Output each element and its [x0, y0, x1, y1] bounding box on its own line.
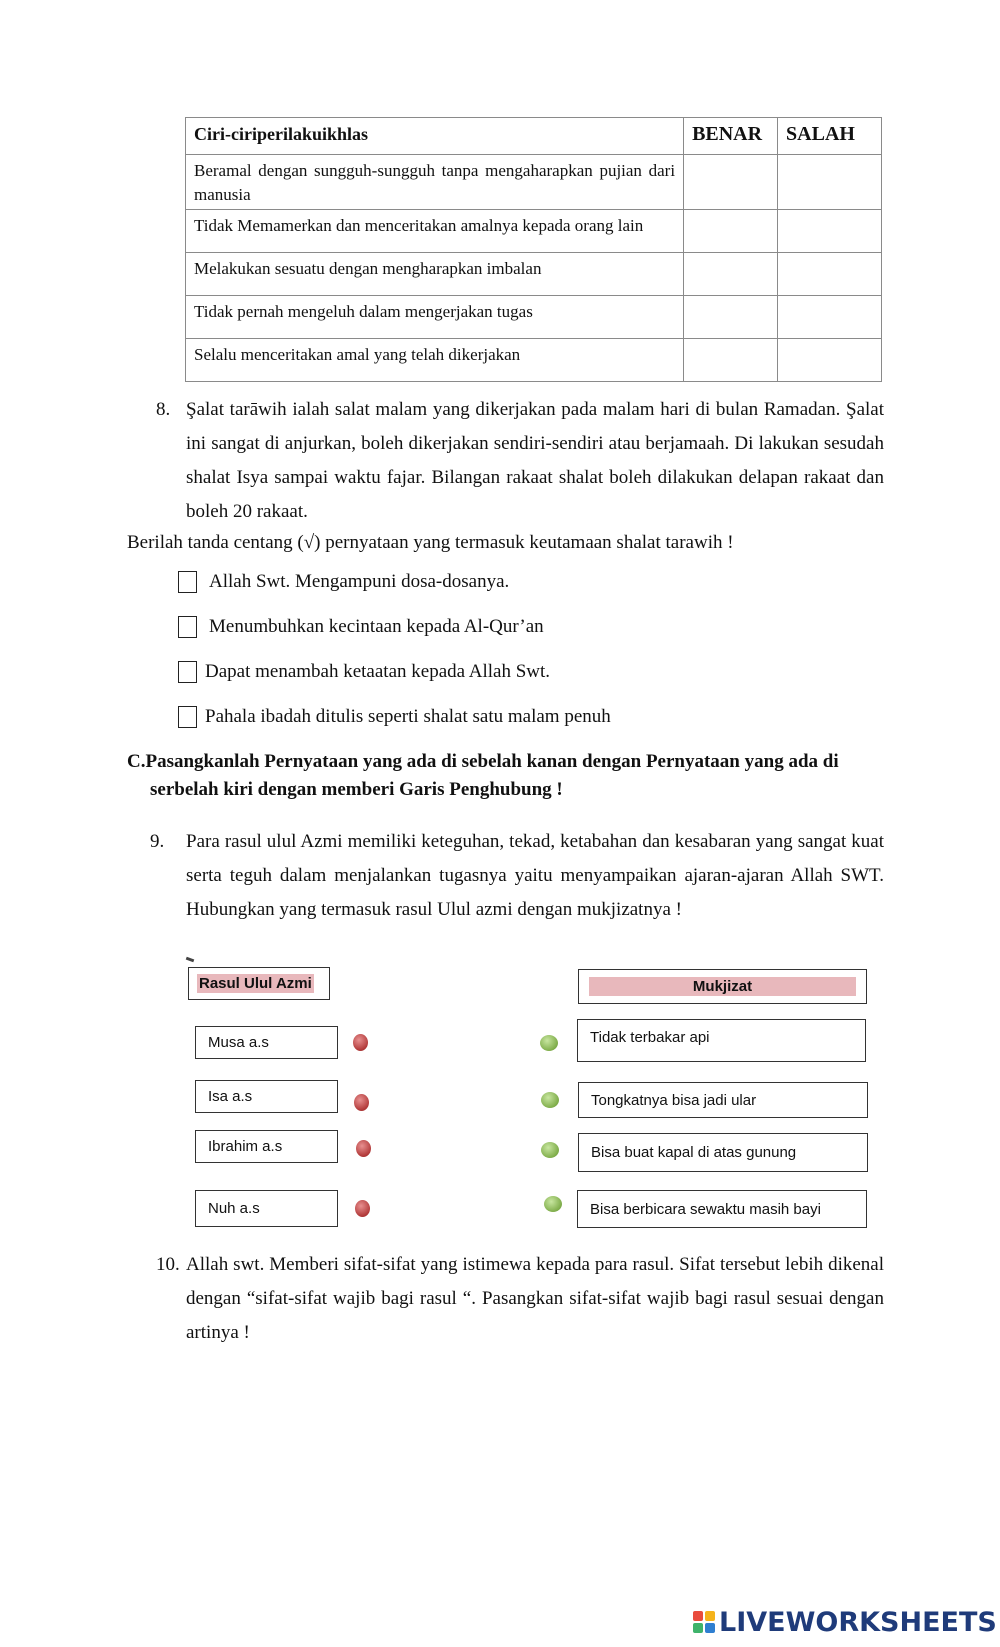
right-option: Tidak terbakar api — [577, 1019, 866, 1062]
logo-icon — [693, 1611, 715, 1633]
right-connector-dot[interactable] — [541, 1142, 559, 1158]
checklist-item — [178, 661, 550, 683]
question-text: Para rasul ulul Azmi memiliki keteguhan, tekad, ketabahan dan kesabaran yang sangat kuat serta teguh dalam menjalankan tugasnya yaitu menyampaikan ajaran-ajaran Allah SWT. Hubungkan yang termasuk rasul Ulul azmi dengan mukjizatnya ! — [186, 831, 884, 920]
left-connector-dot[interactable] — [354, 1094, 369, 1111]
checklist-item — [178, 571, 509, 593]
checklist-label: Dapat menambah ketaatan kepada Allah Swt. — [205, 661, 551, 682]
question-10 — [156, 1248, 884, 1350]
benar-cell[interactable] — [684, 296, 778, 339]
question-9 — [150, 825, 884, 927]
checklist-item — [178, 706, 611, 728]
logo-square — [705, 1623, 715, 1633]
right-connector-dot[interactable] — [540, 1035, 558, 1051]
left-option: Isa a.s — [195, 1080, 338, 1113]
header-salah: SALAH — [778, 118, 882, 155]
section-c-heading — [127, 748, 884, 804]
statement-cell: Beramal dengan sungguh-sungguh tanpa mengaharapkan pujian dari manusia — [186, 155, 684, 210]
right-connector-dot[interactable] — [541, 1092, 559, 1108]
checkbox[interactable] — [178, 661, 197, 683]
right-column-header — [578, 969, 867, 1004]
stray-mark — [186, 957, 195, 963]
table-header-row — [186, 118, 882, 155]
header-benar: BENAR — [684, 118, 778, 155]
question-number: 10. — [156, 1254, 180, 1275]
question-number: 8. — [156, 399, 171, 420]
left-option: Nuh a.s — [195, 1190, 338, 1227]
right-option: Bisa berbicara sewaktu masih bayi — [577, 1190, 867, 1228]
left-column-header — [188, 967, 330, 1000]
logo-square — [693, 1611, 703, 1621]
benar-cell[interactable] — [684, 339, 778, 382]
table-row — [186, 296, 882, 339]
right-option: Tongkatnya bisa jadi ular — [578, 1082, 868, 1118]
checkbox[interactable] — [178, 616, 197, 638]
statement-cell: Selalu menceritakan amal yang telah dikerjakan — [186, 339, 684, 382]
benar-cell[interactable] — [684, 210, 778, 253]
right-option: Bisa buat kapal di atas gunung — [578, 1133, 868, 1172]
salah-cell[interactable] — [778, 253, 882, 296]
statement-cell: Melakukan sesuatu dengan mengharapkan imbalan — [186, 253, 684, 296]
salah-cell[interactable] — [778, 155, 882, 210]
table-row — [186, 210, 882, 253]
salah-cell[interactable] — [778, 339, 882, 382]
question-8 — [156, 393, 884, 529]
table-row — [186, 253, 882, 296]
checkbox[interactable] — [178, 706, 197, 728]
header-statement: Ciri-ciriperilakuikhlas — [186, 118, 684, 155]
salah-cell[interactable] — [778, 296, 882, 339]
question-number: 9. — [150, 831, 165, 852]
checklist-label: Pahala ibadah ditulis seperti shalat satu malam penuh — [205, 706, 611, 727]
benar-cell[interactable] — [684, 253, 778, 296]
statement-cell: Tidak pernah mengeluh dalam mengerjakan tugas — [186, 296, 684, 339]
checklist-item — [178, 616, 544, 638]
logo-square — [693, 1623, 703, 1633]
table-row — [186, 155, 882, 210]
checklist-label: Menumbuhkan kecintaan kepada Al-Qur’an — [209, 616, 544, 637]
right-header-label: Mukjizat — [589, 977, 856, 996]
table-row — [186, 339, 882, 382]
logo-square — [705, 1611, 715, 1621]
ikhlas-table — [185, 117, 882, 382]
checklist-instruction: Berilah tanda centang (√) pernyataan yang termasuk keutamaan shalat tarawih ! — [127, 532, 734, 553]
left-connector-dot[interactable] — [356, 1140, 371, 1157]
benar-cell[interactable] — [684, 155, 778, 210]
left-connector-dot[interactable] — [355, 1200, 370, 1217]
statement-cell: Tidak Memamerkan dan menceritakan amalnya kepada orang lain — [186, 210, 684, 253]
checklist-label: Allah Swt. Mengampuni dosa-dosanya. — [209, 571, 510, 592]
checkbox[interactable] — [178, 571, 197, 593]
section-c-line2: serbelah kiri dengan memberi Garis Penghubung ! — [150, 779, 563, 800]
left-option: Ibrahim a.s — [195, 1130, 338, 1163]
left-header-label: Rasul Ulul Azmi — [199, 975, 312, 992]
left-connector-dot[interactable] — [353, 1034, 368, 1051]
question-text: Şalat tarāwih ialah salat malam yang dikerjakan pada malam hari di bulan Ramadan. Şalat ini sangat di anjurkan, boleh dikerjakan sendiri-sendiri atau berjamaah. Di lakukan sesudah shalat Isya sampai waktu fajar. Bilangan rakaat shalat boleh dilakukan delapan rakaat dan boleh 20 rakaat. — [186, 399, 884, 522]
logo-text: LIVEWORKSHEETS — [719, 1606, 997, 1638]
section-c-line1: C.Pasangkanlah Pernyataan yang ada di sebelah kanan dengan Pernyataan yang ada di — [127, 751, 839, 772]
left-option: Musa a.s — [195, 1026, 338, 1059]
right-connector-dot[interactable] — [544, 1196, 562, 1212]
liveworksheets-logo — [693, 1604, 997, 1640]
salah-cell[interactable] — [778, 210, 882, 253]
question-text: Allah swt. Memberi sifat-sifat yang istimewa kepada para rasul. Sifat tersebut lebih dikenal dengan “sifat-sifat wajib bagi rasul “. Pasangkan sifat-sifat wajib bagi rasul sesuai dengan artinya ! — [186, 1254, 884, 1343]
